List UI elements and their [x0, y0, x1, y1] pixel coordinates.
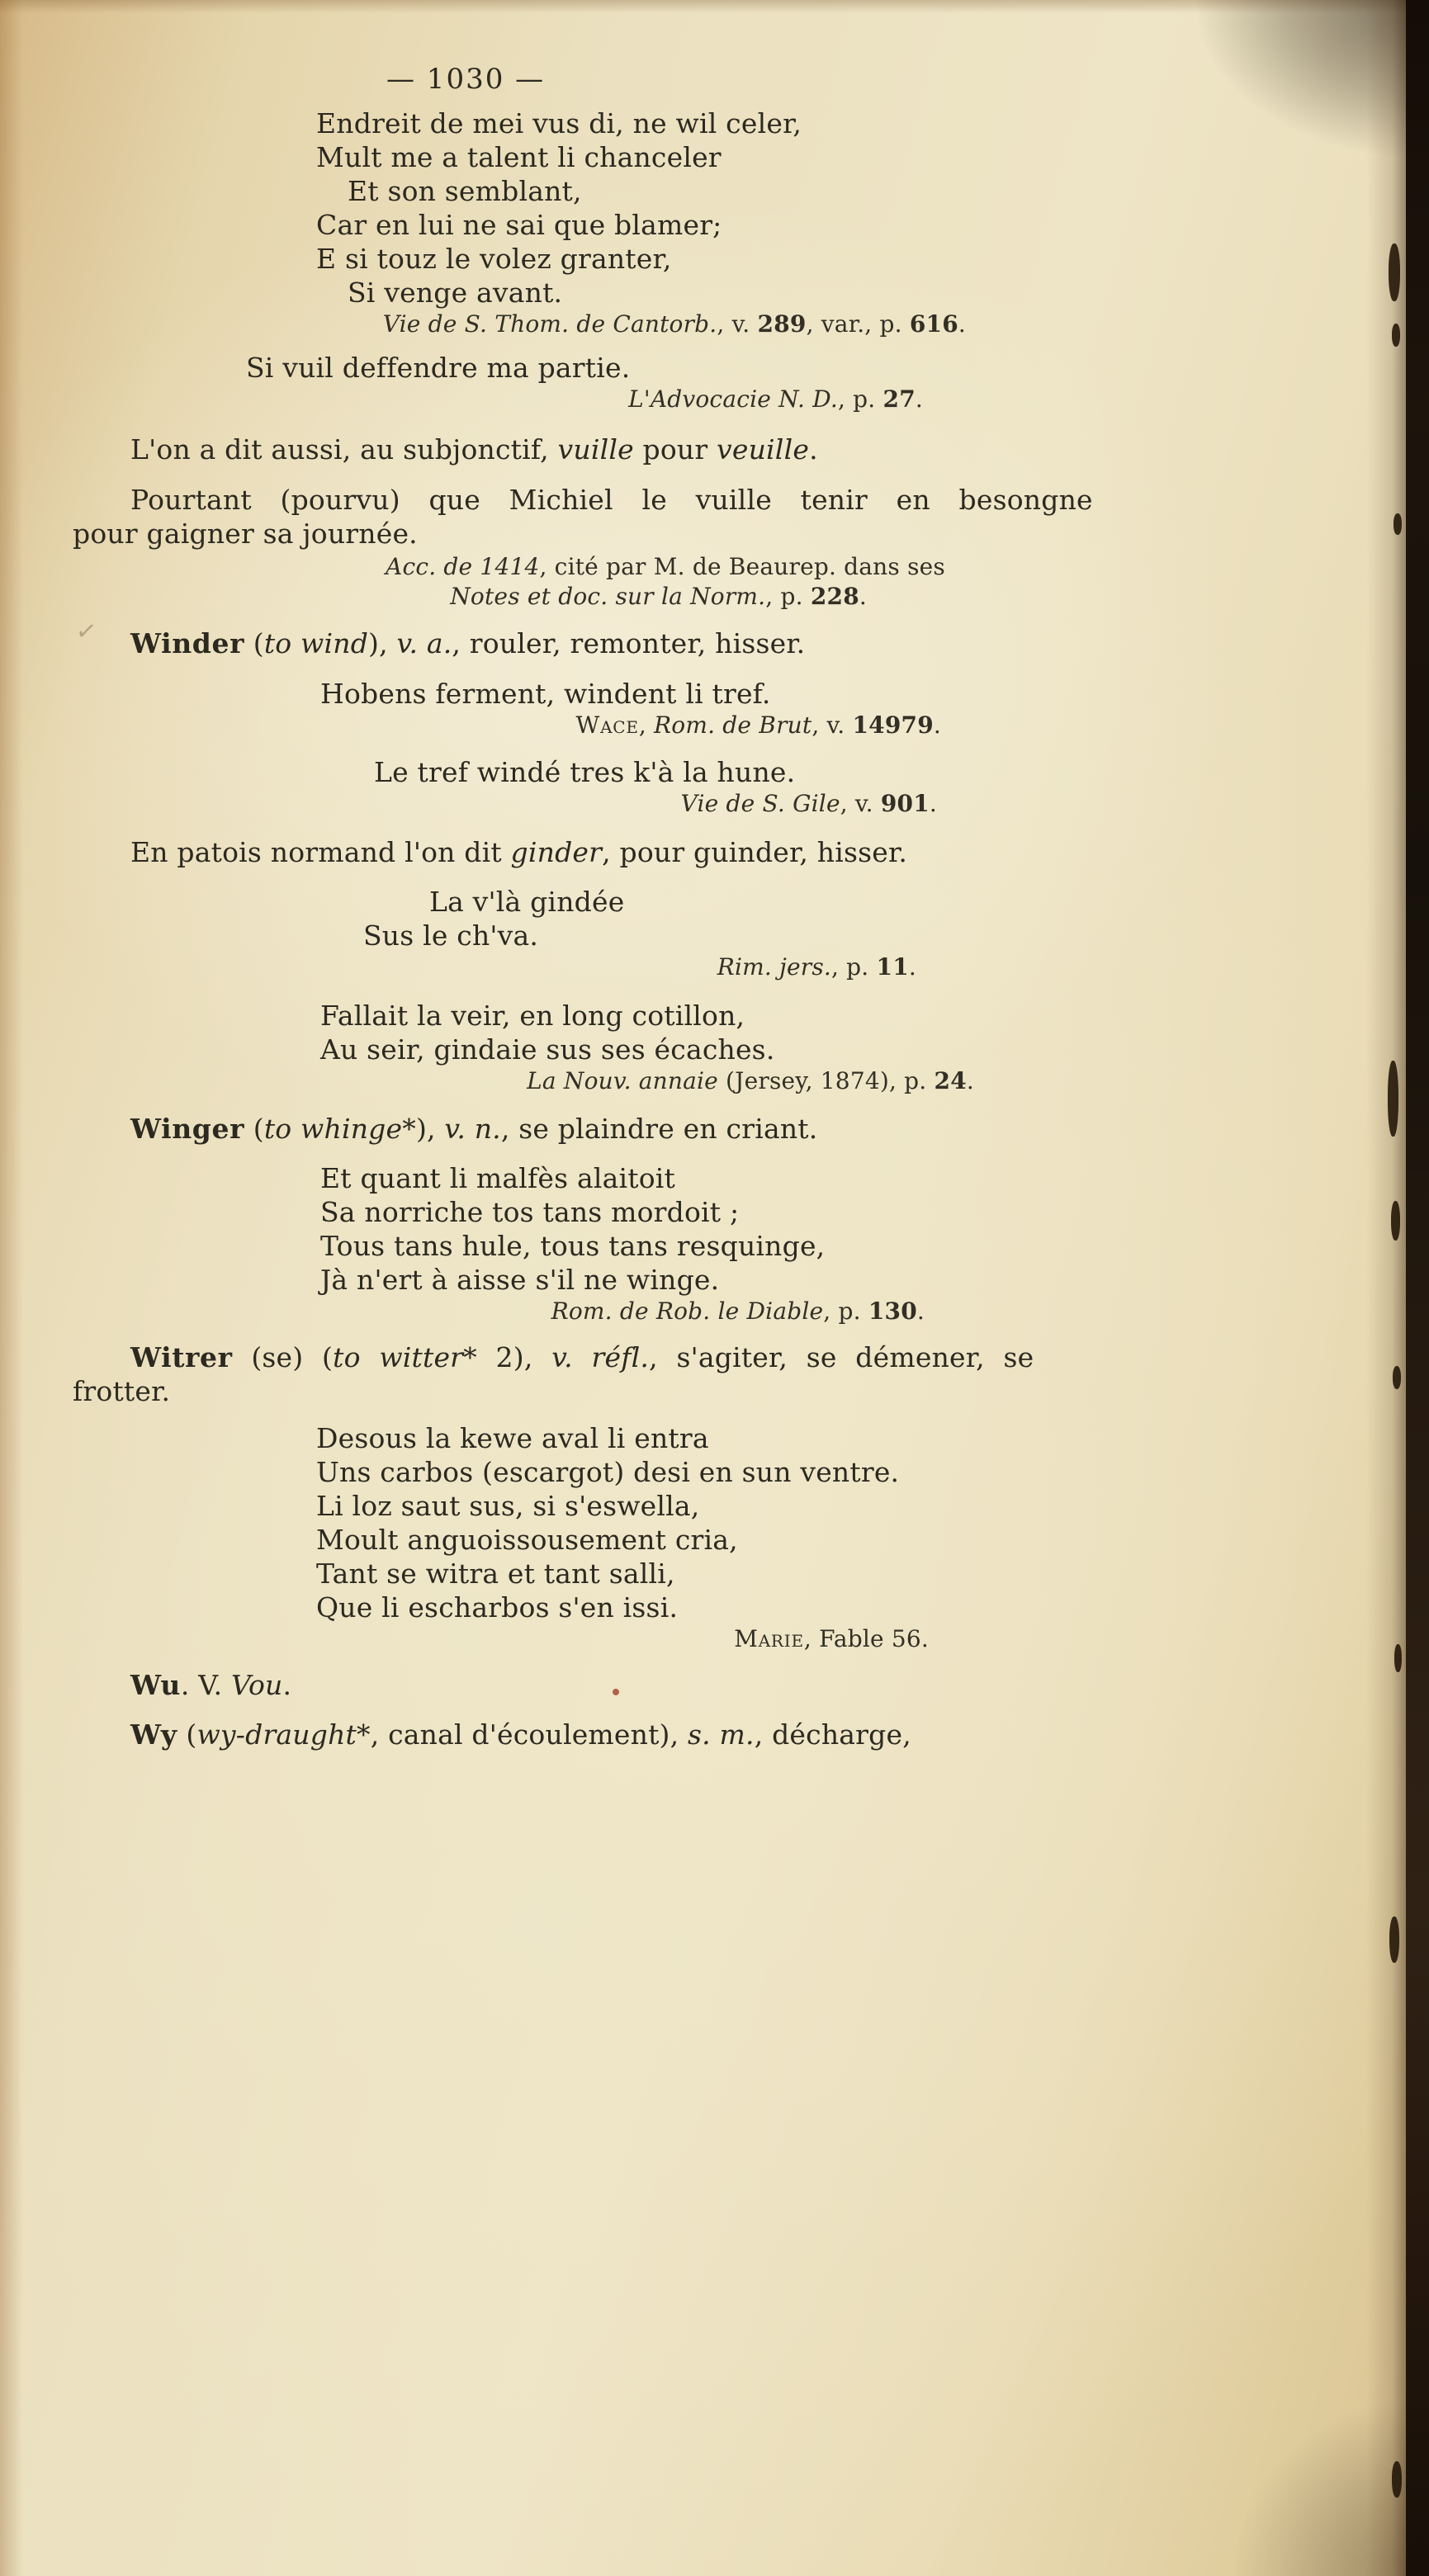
text-segment: Rom. de Rob. le Diable: [551, 1297, 824, 1325]
text-line: [73, 789, 974, 819]
text-line: [73, 835, 1171, 869]
text-column: [73, 63, 1171, 1751]
page-edge-speck: [1392, 2461, 1402, 2498]
text-segment: 14979: [852, 711, 934, 739]
text-segment: , canal d'écoulement),: [370, 1718, 688, 1751]
text-line: [73, 310, 974, 339]
verse-marie-fable: [316, 1421, 1171, 1624]
verse-rob-le-diable: [320, 1161, 1171, 1297]
text-segment: Jà n'ert à aisse s'il ne winge.: [320, 1264, 720, 1296]
text-line: [320, 1195, 1171, 1229]
text-line: [73, 385, 974, 414]
citation-marie: [73, 1624, 974, 1654]
page-edge-shadow: [1366, 0, 1406, 2576]
text-line: [320, 1161, 1171, 1195]
text-line: [316, 1523, 1171, 1557]
text-segment: v. a.: [396, 627, 452, 659]
text-segment: Moult anguoissousement cria,: [316, 1524, 738, 1556]
text-segment: Vie de S. Gile: [680, 790, 840, 817]
text-segment: Tant se witra et tant salli,: [316, 1557, 675, 1590]
citation-wace: [73, 711, 974, 740]
text-segment: Que li escharbos s'en issi.: [316, 1591, 679, 1624]
paragraph-vuille: [73, 432, 1171, 466]
entry-winger: [73, 1112, 1171, 1146]
entry-winder: [73, 626, 1171, 660]
text-segment: , se plaindre en criant.: [500, 1113, 818, 1145]
text-segment: Hobens ferment, windent li tref.: [320, 678, 771, 710]
page-number: [386, 63, 1171, 97]
text-segment: L'on a dit aussi, au subjonctif,: [130, 433, 558, 466]
text-line: [73, 1340, 1171, 1374]
page-edge-speck: [1392, 324, 1400, 347]
text-segment: to witter*: [333, 1341, 477, 1373]
text-line: [73, 1374, 1171, 1408]
page-left-shadow: [0, 0, 23, 2576]
text-line: [73, 1297, 974, 1326]
verse-vie-de-s-thom: [316, 106, 1171, 310]
text-line: [246, 351, 1171, 385]
verse-nouv-annaie: [320, 999, 1171, 1066]
text-line: [320, 999, 1171, 1033]
text-segment: (se) (: [232, 1341, 334, 1373]
text-segment: Wace: [575, 711, 639, 739]
text-segment: v. réfl.: [551, 1341, 650, 1373]
text-segment: 24: [934, 1067, 967, 1094]
text-line: [316, 140, 1171, 174]
text-segment: .: [958, 310, 966, 338]
text-segment: Notes et doc. sur la Norm.: [450, 583, 766, 610]
page-edge-speck: [1394, 513, 1402, 535]
text-line: [320, 1263, 1171, 1297]
text-line: [320, 677, 1171, 711]
text-segment: .: [915, 385, 923, 413]
text-segment: .: [916, 1297, 925, 1325]
text-line: [386, 63, 1171, 97]
text-segment: Wu: [130, 1669, 181, 1701]
text-segment: , s'agiter, se démener, se: [649, 1341, 1034, 1373]
text-segment: ginder: [510, 836, 603, 868]
text-segment: 2),: [476, 1341, 552, 1373]
text-line: [73, 1624, 974, 1654]
text-line: [73, 1066, 974, 1096]
quote-vie-de-s-gile: [374, 755, 1171, 789]
text-segment: 289: [757, 310, 807, 338]
text-segment: Acc. de 1414: [386, 553, 540, 580]
text-line: [316, 242, 1171, 276]
citation-acc-1414: [73, 552, 974, 612]
text-segment: En patois normand l'on dit: [130, 836, 511, 868]
text-segment: E si touz le volez granter,: [316, 243, 672, 275]
text-segment: to whinge*: [263, 1113, 416, 1145]
text-line: [374, 755, 1171, 789]
text-segment: 616: [909, 310, 958, 338]
entry-witrer: [73, 1340, 1171, 1408]
text-segment: 27: [882, 385, 916, 413]
text-segment: , pour guinder, hisser.: [602, 836, 908, 868]
text-segment: ,: [638, 711, 655, 739]
text-segment: Marie: [734, 1625, 804, 1652]
text-segment: , v.: [812, 711, 853, 739]
text-segment: , p.: [837, 385, 883, 413]
text-segment: (: [177, 1718, 197, 1751]
text-line: [73, 483, 1171, 517]
text-segment: Et quant li malfès alaitoit: [320, 1162, 675, 1194]
page-edge-speck: [1393, 1366, 1401, 1389]
entry-wy: [73, 1718, 1171, 1751]
citation-rim-jers: [73, 952, 974, 982]
entry-wu: [73, 1668, 1171, 1702]
text-segment: to wind: [263, 627, 369, 659]
page-edge-band: [1406, 0, 1429, 2576]
citation-nouv-annaie: [73, 1066, 974, 1096]
text-line: [73, 626, 1171, 660]
text-segment: pour: [633, 433, 717, 466]
text-line: [320, 1033, 1171, 1066]
text-segment: Vou: [230, 1669, 283, 1701]
text-segment: .: [282, 1669, 292, 1701]
quote-wace: [320, 677, 1171, 711]
text-segment: v. n.: [444, 1113, 501, 1145]
citation-vie-de-s-gile: [73, 789, 974, 819]
text-line: [73, 1112, 1171, 1146]
text-segment: .: [809, 433, 818, 466]
text-segment: Mult me a talent li chanceler: [316, 141, 722, 173]
text-segment: frotter.: [73, 1375, 171, 1407]
text-segment: Uns carbos (escargot) desi en sun ventre.: [316, 1456, 900, 1488]
text-segment: Li loz saut sus, si s'eswella,: [316, 1490, 700, 1522]
text-segment: Tous tans hule, tous tans resquinge,: [320, 1230, 826, 1262]
text-line: [316, 1421, 1171, 1455]
text-segment: Fallait la veir, en long cotillon,: [320, 1000, 745, 1032]
text-segment: Car en lui ne sai que blamer;: [316, 209, 722, 241]
text-line: [316, 106, 1171, 140]
text-line: [73, 432, 1171, 466]
verse-rim-jers: [363, 885, 1171, 952]
text-segment: Si venge avant.: [348, 277, 563, 309]
text-line: [316, 276, 1171, 310]
text-segment: , p.: [765, 583, 811, 610]
text-line: [320, 1229, 1171, 1263]
text-segment: , cité par M. de Beaurep. dans ses: [539, 553, 945, 580]
text-segment: (: [244, 1113, 264, 1145]
text-segment: , rouler, remonter, hisser.: [452, 627, 806, 659]
text-segment: 11: [876, 953, 909, 981]
text-line: [73, 952, 974, 982]
text-segment: Winder: [130, 627, 245, 659]
quote-advocacie: [246, 351, 1171, 385]
text-line: [73, 517, 1171, 551]
text-segment: Sa norriche tos tans mordoit ;: [320, 1196, 740, 1228]
text-segment: , p.: [823, 1297, 868, 1325]
text-segment: L'Advocacie N. D.: [628, 385, 838, 413]
text-segment: vuille: [557, 433, 634, 466]
text-segment: ),: [415, 1113, 445, 1145]
text-segment: Si vuil deffendre ma partie.: [246, 352, 631, 384]
text-segment: Le tref windé tres k'à la hune.: [374, 756, 796, 788]
page-edge-speck: [1388, 1061, 1398, 1137]
text-segment: , Fable 56.: [803, 1625, 929, 1652]
citation-vie-de-s-thom: [73, 310, 974, 339]
page-edge-speck: [1389, 243, 1400, 301]
text-line: [316, 208, 1171, 242]
text-segment: Et son semblant,: [348, 175, 582, 207]
text-segment: s. m.: [688, 1718, 755, 1751]
text-segment: (Jersey, 1874), p.: [717, 1067, 935, 1094]
text-line: [73, 1668, 1171, 1702]
text-segment: Vie de S. Thom. de Cantorb.: [382, 310, 717, 338]
page-edge-speck: [1394, 1644, 1402, 1672]
paragraph-ginder: [73, 835, 1171, 869]
page-edge-speck: [1389, 1917, 1399, 1963]
text-line: [73, 582, 974, 612]
text-line: [316, 1591, 1171, 1624]
text-segment: La Nouv. annaie: [527, 1067, 718, 1094]
text-segment: Rim. jers.: [717, 953, 831, 981]
text-segment: (: [244, 627, 264, 659]
text-segment: Pourtant (pourvu) que Michiel le vuille tenir en besongne: [130, 484, 1093, 516]
text-segment: La v'là gindée: [429, 886, 625, 918]
text-segment: .: [908, 953, 916, 981]
paragraph-pourtant: [73, 483, 1171, 551]
text-segment: 130: [868, 1297, 917, 1325]
text-segment: — 1030 —: [386, 63, 546, 96]
text-segment: .: [933, 711, 941, 739]
citation-advocacie: [73, 385, 974, 414]
citation-rob-le-diable: [73, 1297, 974, 1326]
text-segment: Desous la kewe aval li entra: [316, 1422, 709, 1454]
text-segment: Sus le ch'va.: [363, 919, 539, 952]
margin-pencil-mark: ✓: [73, 616, 99, 648]
text-segment: Au seir, gindaie sus ses écaches.: [320, 1033, 775, 1066]
text-line: [363, 919, 1171, 952]
text-line: [316, 174, 1171, 208]
text-line: [316, 1455, 1171, 1489]
text-segment: Rom. de Brut: [654, 711, 812, 739]
text-segment: .: [859, 583, 867, 610]
text-segment: Wy: [130, 1718, 177, 1751]
page-edge-speck: [1391, 1201, 1400, 1241]
text-segment: 901: [880, 790, 930, 817]
text-segment: , p.: [830, 953, 877, 981]
text-segment: , décharge,: [754, 1718, 911, 1751]
text-segment: Winger: [130, 1113, 245, 1145]
text-segment: Witrer: [130, 1341, 233, 1373]
text-segment: ),: [368, 627, 397, 659]
text-line: [73, 1718, 1171, 1751]
text-segment: , v.: [717, 310, 758, 338]
text-line: [73, 711, 974, 740]
text-line: [363, 885, 1171, 919]
text-segment: veuille: [717, 433, 810, 466]
text-line: [316, 1557, 1171, 1591]
text-segment: wy-draught*: [196, 1718, 371, 1751]
text-segment: .: [966, 1067, 974, 1094]
text-line: [316, 1489, 1171, 1523]
text-segment: , v.: [840, 790, 881, 817]
text-segment: , var., p.: [806, 310, 910, 338]
text-segment: . V.: [180, 1669, 231, 1701]
text-line: [73, 552, 974, 582]
red-ink-speck: [613, 1689, 619, 1695]
text-segment: .: [929, 790, 937, 817]
text-segment: pour gaigner sa journée.: [73, 518, 418, 550]
text-segment: 228: [810, 583, 859, 610]
text-segment: Endreit de mei vus di, ne wil celer,: [316, 107, 802, 139]
